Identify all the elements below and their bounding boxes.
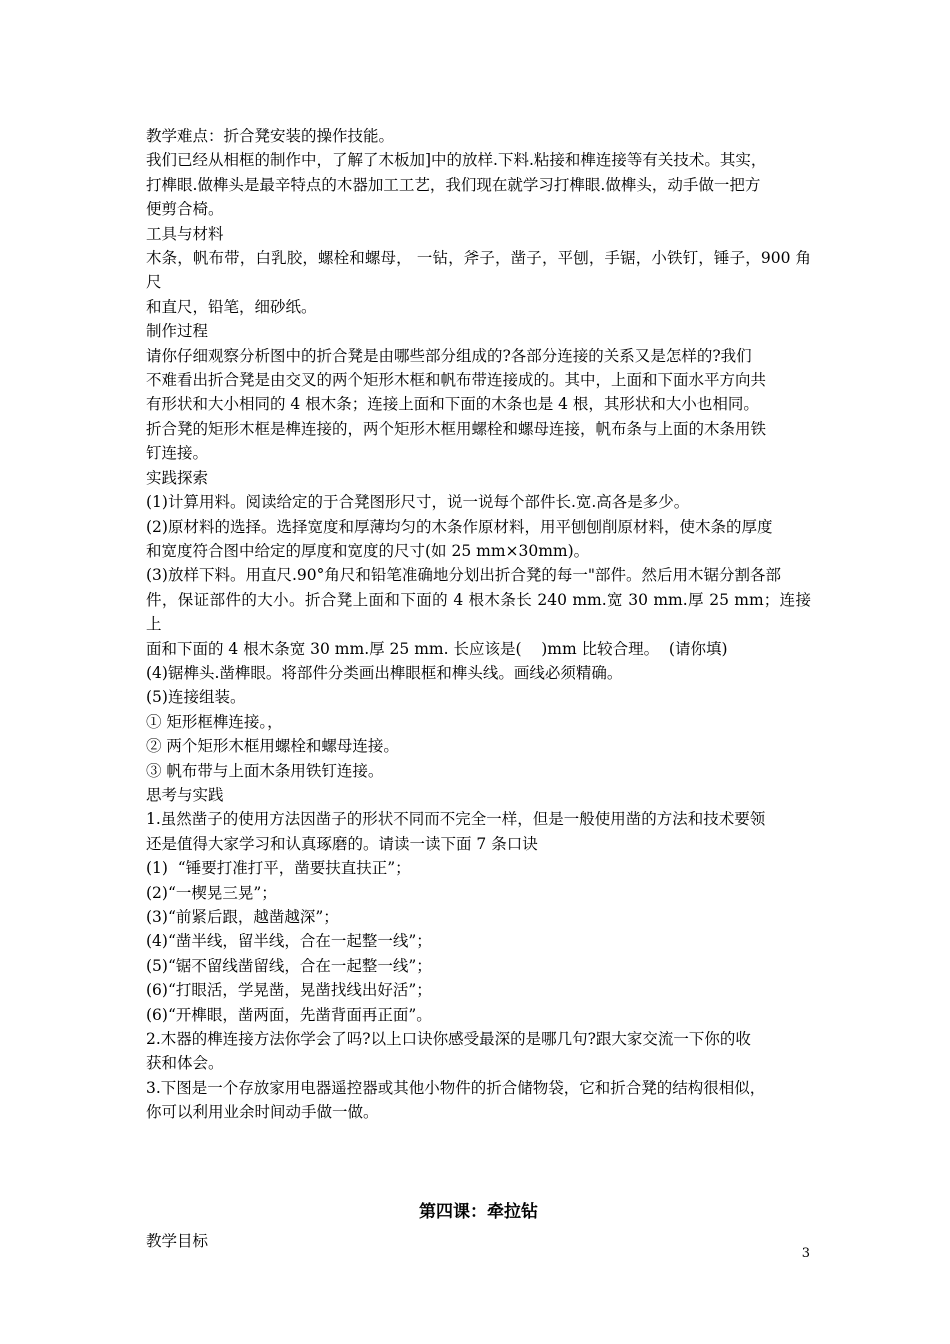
text-line: 请你仔细观察分析图中的折合凳是由哪些部分组成的?各部分连接的关系又是怎样的?我们 (146, 346, 752, 365)
text-line: 2.木器的榫连接方法你学会了吗?以上口诀你感受最深的是哪几句?跟大家交流一下你的收 (146, 1030, 751, 1049)
text-line: 你可以利用业余时间动手做一做。 (146, 1103, 379, 1122)
text-line: ② 两个矩形木框用螺栓和螺母连接。 (146, 737, 399, 756)
text-line: (5)“锯不留线凿留线，合在一起整一线”； (146, 956, 432, 975)
text-line: 钉连接。 (146, 444, 209, 463)
text-line: (6)“开榫眼，凿两面，先凿背面再正面”。 (146, 1005, 432, 1024)
text-line: 制作过程 (146, 322, 209, 341)
paragraph-lines (146, 124, 811, 1125)
text-line: 实践探索 (146, 468, 209, 487)
text-line: 折合凳的矩形木框是榫连接的，两个矩形木框用螺栓和螺母连接，帆布条与上面的木条用铁 (146, 419, 767, 438)
text-line: (4)“凿半线，留半线，合在一起整一线”； (146, 932, 432, 951)
text-line: 教学难点：折合凳安装的操作技能。 (146, 127, 395, 145)
text-line: 和宽度符合图中给定的厚度和宽度的尺寸(如 25 mm×30mm)。 (146, 541, 590, 560)
text-line: (6)“打眼活，学晃凿，晃凿找线出好活”； (146, 981, 432, 1000)
page-number: 3 (801, 1246, 810, 1261)
text-line: (2)原材料的选择。选择宽度和厚薄均匀的木条作原材料，用平刨刨削原材料，使木条的厚度 (146, 517, 773, 536)
text-line: 件，保证部件的大小。折合凳上面和下面的 4 根木条长 240 mm.宽 30 mm.厚 25 mm；连接上 (146, 590, 811, 634)
text-line: 面和下面的 4 根木条宽 30 mm.厚 25 mm. 长应该是( )mm 比较合理。 (请你填) (146, 639, 728, 658)
lesson-title: 第四课：牵拉钻 (419, 1201, 538, 1222)
text-line: 工具与材料 (146, 224, 224, 243)
section-spacer (146, 1125, 811, 1199)
text-line: 打榫眼.做榫头是最辛特点的木器加工工艺，我们现在就学习打榫眼.做榫头，动手做一把方 (146, 175, 761, 194)
text-line: 获和体会。 (146, 1054, 224, 1073)
text-line: 思考与实践 (146, 785, 224, 804)
text-line: ③ 帆布带与上面木条用铁钉连接。 (146, 761, 384, 780)
text-line: 便剪合椅。 (146, 200, 224, 219)
text-line: (5)连接组装。 (146, 688, 246, 707)
text-line: ① 矩形框榫连接。， (146, 712, 283, 731)
text-line: (2)“一楔晃三晃”； (146, 883, 277, 902)
text-line: 和直尺，铅笔，细砂纸。 (146, 297, 317, 316)
text-line: (1)计算用料。阅读给定的于合凳图形尺寸，说一说每个部件长.宽.高各是多少。 (146, 493, 690, 512)
document-body (146, 124, 811, 1253)
text-line: (1) “锤要打准打平，凿要扶直扶正”； (146, 859, 411, 878)
text-line: 不难看出折合凳是由交叉的两个矩形木框和帆布带连接成的。其中，上面和下面水平方向共 (146, 371, 767, 390)
text-line: 3.下图是一个存放家用电器遥控器或其他小物件的折合储物袋，它和折合凳的结构很相似， (146, 1078, 766, 1097)
text-line: (3)“前紧后跟，越凿越深”； (146, 908, 339, 926)
text-line: 我们已经从相框的制作中，了解了木板加]中的放样.下料.粘接和榫连接等有关技术。其实， (146, 151, 767, 170)
text-line: 木条，帆布带，白乳胶，螺栓和螺母， 一钻，斧子，凿子，平刨，手锯，小铁钉，锤子，900 角尺 (146, 249, 811, 292)
text-line: (4)锯榫头.凿榫眼。将部件分类画出榫眼框和榫头线。画线必须精确。 (146, 663, 623, 682)
section-heading-teaching-goals: 教学目标 (146, 1231, 209, 1250)
text-line: 有形状和大小相同的 4 根木条；连接上面和下面的木条也是 4 根，其形状和大小也相同。 (146, 395, 759, 414)
text-line: (3)放样下料。用直尺.90°角尺和铅笔准确地分划出折合凳的每一"部件。然后用木锯分割各部 (146, 566, 781, 585)
text-line: 还是值得大家学习和认真琢磨的。请读一读下面 7 条口诀 (146, 834, 538, 853)
text-line: 1.虽然凿子的使用方法因凿子的形状不同而不完全一样，但是一般使用凿的方法和技术要领 (146, 810, 766, 829)
